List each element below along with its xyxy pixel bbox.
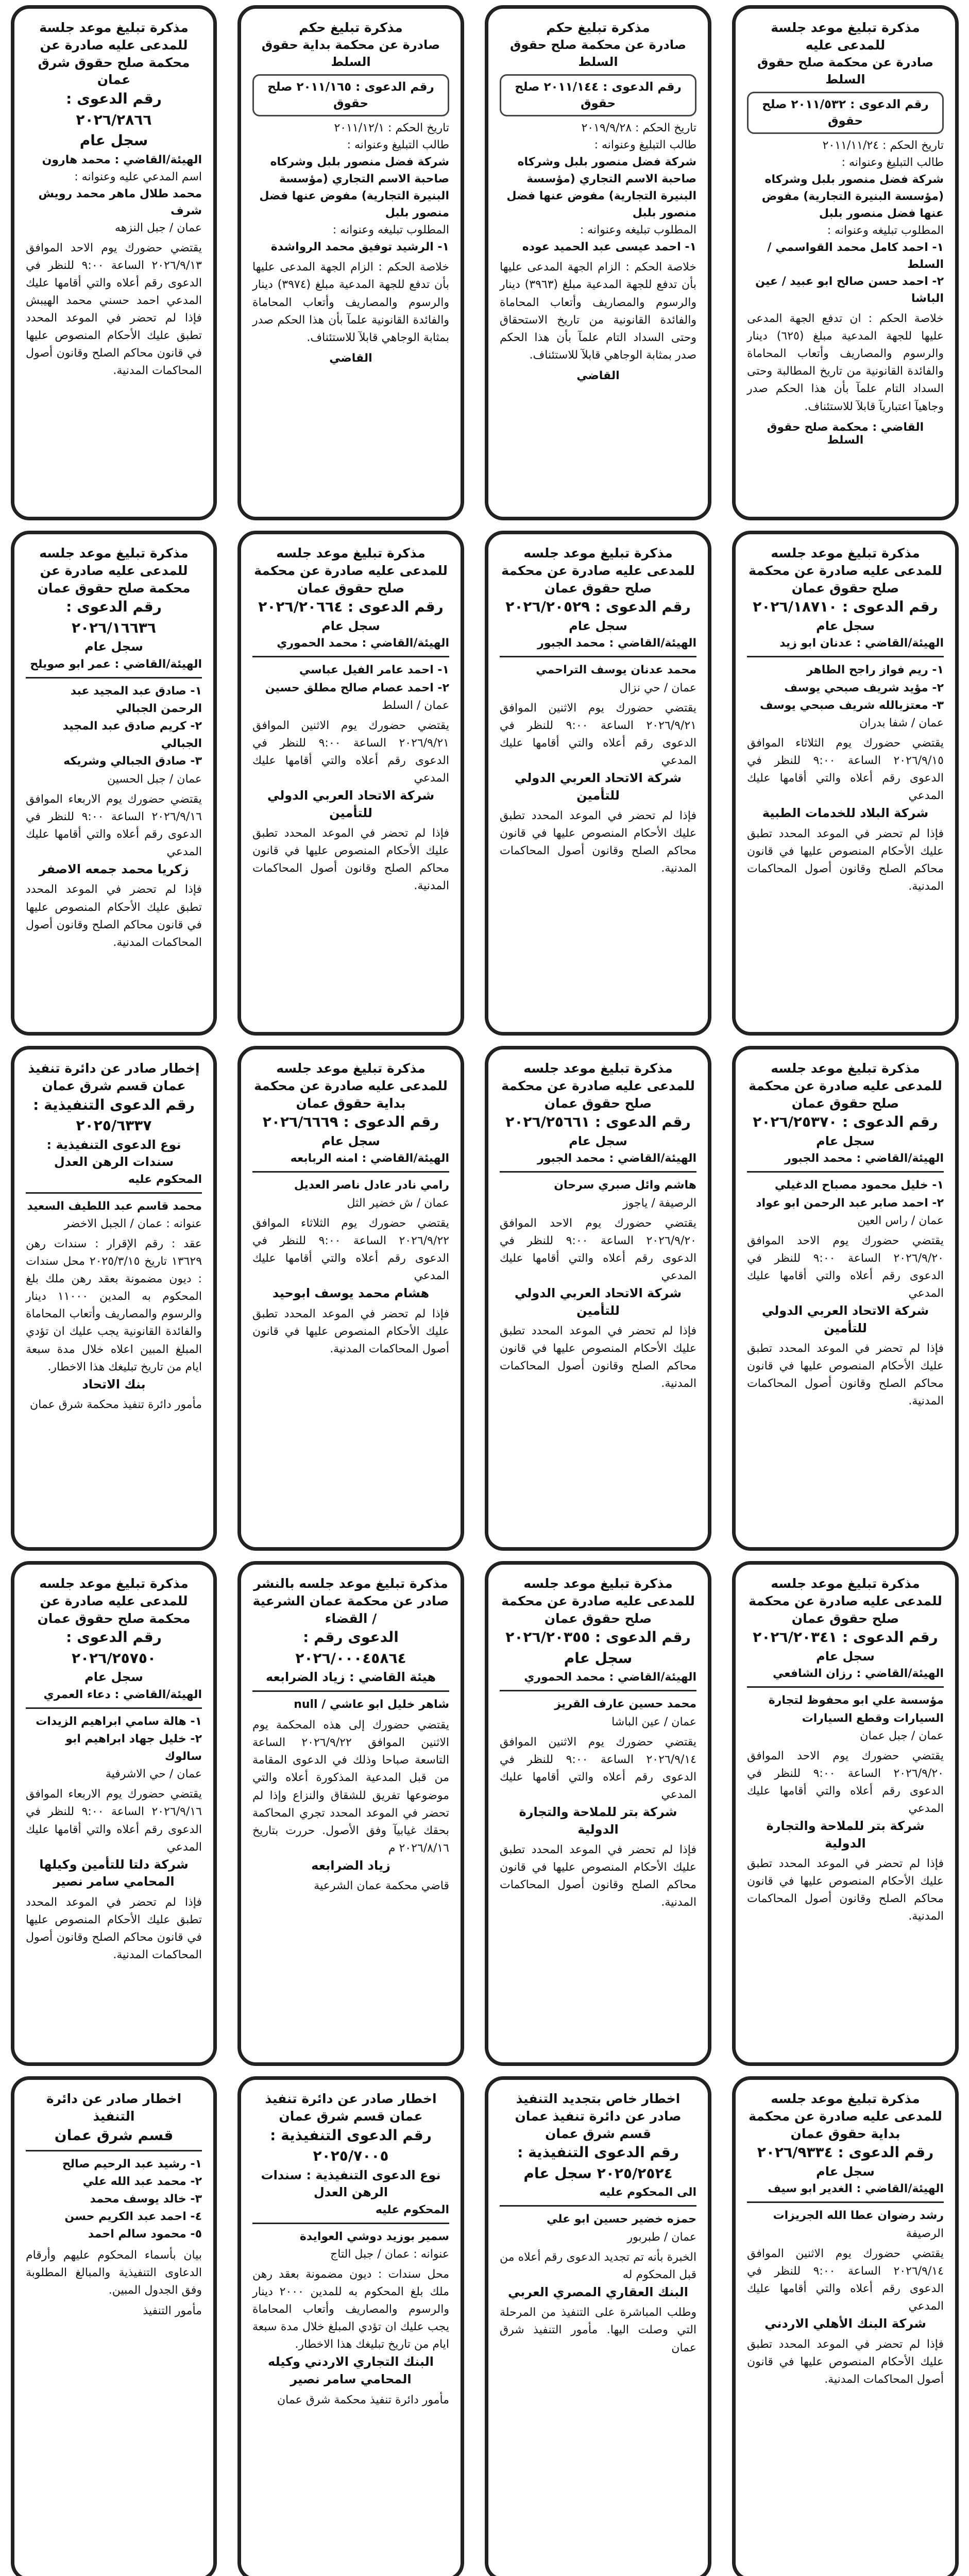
party-line: اسم المدعي عليه وعنوانه : (74, 170, 202, 183)
notice-card (485, 531, 711, 1036)
divider (747, 2201, 944, 2203)
party-line: طالب التبليغ وعنوانه : (347, 139, 449, 152)
notice-body: يقتضي حضورك يوم الاثنين الموافق ٢٠٢٦/٩/١٤ الساعة ٩:٠٠ للنظر في الدعوى رقم أعلاه والتي أقامها عليك المدعي (747, 2247, 944, 2313)
notice-plaintiff: البنك العقاري المصري العربي (507, 2284, 689, 2299)
notice-plaintiff: شركة البلاد للخدمات الطبية (762, 806, 929, 821)
notice-title: مذكرة تبليغ حكم (299, 20, 403, 35)
divider (500, 1171, 696, 1173)
notice-judge: الهيئة/القاضي : محمد الحموري (524, 1671, 696, 1684)
notice-type: سجل عام (84, 639, 143, 654)
divider (747, 656, 944, 657)
notice-type: سجل عام (816, 618, 875, 633)
notice-judge: الهيئة/القاضي : محمد الجبور (785, 1152, 944, 1165)
party-line: المطلوب تبليغه وعنوانه : (580, 224, 696, 237)
notice-title: مذكرة تبليغ موعد جلسه للمدعى عليه صادرة عن محكمة صلح حقوق عمان (501, 1061, 695, 1111)
notice-judge: المحكوم عليه (128, 1173, 202, 1186)
notice-plaintiff: شركة البنك الأهلي الاردني (764, 2316, 926, 2331)
notice-body: يقتضي حضورك يوم الثلاثاء الموافق ٢٠٢٦/٩/٢٢ الساعة ٩:٠٠ للنظر في الدعوى رقم أعلاه والتي أقامها عليك المدعي (252, 1216, 449, 1282)
notice-type: سجل عام (816, 1649, 875, 1664)
defendant-name: ١- احمد عامر الفيل عباسي (299, 664, 449, 677)
divider (26, 677, 202, 679)
notice-tail: فإذا لم تحضر في الموعد المحدد تطبق عليك الأحكام المنصوص عليها في قانون محاكم الصلح وقانون أصول المحاكمات المدنية. (252, 827, 449, 893)
notice-type: هيئة القاضي : زياد الضرابعه (265, 1670, 436, 1685)
notice-plaintiff: شركة بتر للملاحة والتجارة الدولية (766, 1819, 925, 1851)
notice-card (237, 531, 464, 1036)
notice-plaintiff: شركة بتر للملاحة والتجارة الدولية (519, 1804, 677, 1837)
notice-body: خلاصة الحكم : الزام الجهة المدعى عليها بأن تدفع للجهة المدعية مبلغ (٣٩٦٣) دينار والرسوم والمصاريف وأتعاب المحاماة والفائدة القانونية من تاريخ الاستحقاق وحتى السداد التام علمآ بأن هذا الحكم صدر بمثابة الوجاهي قابلآ للاستئناف. (500, 261, 697, 362)
defendant-name: ٢- كريم صادق عبد المجيد الجبالي (62, 720, 202, 751)
notice-c3r1 (237, 5, 464, 520)
notice-tail: فإذا لم تحضر في الموعد المحدد تطبق عليك الأحكام المنصوص عليها في قانون محاكم الصلح وقانون أصول المحاكمات المدنية. (26, 883, 202, 949)
notice-tail: مأمور التنفيذ (143, 2304, 202, 2317)
defendant-name: ٤- احمد عبد الكريم حسن (64, 2210, 202, 2224)
notice-case-no: رقم الدعوى : ٢٠٢٦/٢٠٣٥٥ سجل عام (505, 1629, 691, 1667)
defendant-name: ٣- معتزبالله شريف صبحي يوسف (759, 699, 944, 712)
notice-card (485, 2076, 711, 2576)
notice-tail: مأمور دائرة تنفيذ محكمة شرق عمان (277, 2393, 449, 2406)
notice-case-no: رقم الدعوى : ٢٠٢٦/٢٥٣٧٠ (753, 1113, 938, 1131)
notice-plaintiff: شركة الاتحاد العربي الدولي للتأمين (267, 788, 435, 820)
party-line: طالب التبليغ وعنوانه : (841, 156, 944, 170)
notice-title: مذكرة تبليغ موعد جلسه للمدعى عليه صادرة عن محكمة صلح حقوق عمان (37, 1576, 191, 1626)
notice-address: عمان / راس العين (857, 1214, 944, 1227)
notice-body: يقتضي حضورك يوم الاربعاء الموافق ٢٠٢٦/٩/١٦ الساعة ٩:٠٠ للنظر في الدعوى رقم أعلاه والتي أقامها عليك المدعي (26, 1788, 202, 1854)
notice-type: سجل عام (569, 618, 627, 633)
notice-address: عمان / عين الباشا (611, 1715, 696, 1728)
notice-title: مذكرة تبليغ موعد جلسه للمدعى عليه صادرة عن محكمة صلح حقوق عمان (254, 546, 448, 596)
notice-court: صادرة عن محكمة صلح حقوق السلط (509, 37, 687, 70)
notice-title: إخطار صادر عن دائرة تنفيذ عمان قسم شرق عمان (28, 1061, 200, 1093)
notice-tail: فإذا لم تحضر في الموعد المحدد تطبق عليك الأحكام المنصوص عليها في قانون محاكم الصلح وقانون أصول المحاكمات المدنية. (26, 1895, 202, 1962)
party-line: المطلوب تبليغه وعنوانه : (827, 224, 944, 238)
notice-plaintiff: شركة الاتحاد العربي الدولي للتأمين (761, 1303, 929, 1335)
notice-judge: الى المحكوم عليه (599, 2186, 696, 2199)
notice-address: عمان / حي الاشرفية (105, 1768, 202, 1781)
notice-signature: القاضي (329, 351, 372, 365)
notice-c2r1 (485, 5, 711, 520)
notice-judge: الهيئة/القاضي : دعاء العمري (43, 1688, 202, 1702)
divider (26, 1707, 202, 1709)
party-line: ١- الرشيد توفيق محمد الرواشدة (270, 241, 449, 254)
notice-card (485, 1561, 711, 2066)
notice-card (237, 1561, 464, 2066)
notice-judge: الهيئة/القاضي : عمر ابو صويلح (30, 658, 202, 671)
defendant-name: محمد عدنان يوسف التراحمي (536, 664, 696, 677)
notice-title: مذكرة تبليغ موعد جلسه للمدعى عليه صادرة عن محكمة بداية حقوق عمان (254, 1061, 448, 1111)
notice-signature: القاضي (576, 369, 620, 382)
notice-body: خلاصة الحكم : الزام الجهة المدعى عليها بأن تدفع للجهة المدعية مبلغ (٣٩٧٤) دينار والرسوم والمصاريف وأتعاب المحاماة والفائدة القانونية علمآ بأن هذا الحكم صدر بمثابة الوجاهي قابلآ للاستئناف. (252, 261, 450, 344)
divider (252, 2223, 449, 2224)
party-line: شركة فضل منصور بلبل وشركاه صاحبة الاسم التجاري (مؤسسة البنيرة التجارية) مفوض عنها فضل منصور بلبل (259, 156, 449, 220)
notice-tail: فإذا لم تحضر في الموعد المحدد تطبق عليك الأحكام المنصوص عليها في قانون محاكم الصلح وقانون أصول المحاكمات المدنية. (500, 1325, 696, 1391)
notice-body: يقتضي حضورك يوم الاربعاء الموافق ٢٠٢٦/٩/١٦ الساعة ٩:٠٠ للنظر في الدعوى رقم أعلاه والتي أقامها عليك المدعي (26, 792, 202, 858)
notice-plaintiff: شركة الاتحاد العربي الدولي للتأمين (514, 1285, 682, 1318)
notice-body: يقتضي حضورك يوم الاحد الموافق ٢٠٢٦/٩/٢٠ الساعة ٩:٠٠ للنظر في الدعوى رقم أعلاه والتي أقامها عليك المدعي (747, 1234, 944, 1300)
notice-case-no: رقم الدعوى : ٢٠٢٦/٢٥٦٦١ (505, 1113, 691, 1131)
notice-body: يقتضي حضورك يوم الاحد الموافق ٢٠٢٦/٩/٢٠ الساعة ٩:٠٠ للنظر في الدعوى رقم أعلاه والتي أقامها عليك المدعي (747, 1749, 944, 1815)
notice-type: سجل عام (84, 1670, 143, 1685)
defendant-name: ٣- صادق الجبالي وشريكه (63, 755, 202, 768)
notice-type: نوع الدعوى التنفيذية : سندات الرهن العدل (261, 2167, 441, 2200)
defendant-name: مؤسسة علي ابو محفوظ لتجارة السيارات وقطع السيارات (768, 1694, 944, 1725)
party-line: ٢- احمد حسن صالح ابو عبيد / عين الباشا (755, 275, 944, 306)
notice-judge: المحكوم عليه (375, 2203, 449, 2216)
notice-type: سجل عام (79, 132, 148, 149)
notice-card (237, 2076, 464, 2576)
defendant-name: ٢- احمد صابر عبد الرحمن ابو عواد (756, 1196, 944, 1210)
notice-court: صادرة عن محكمة بداية حقوق السلط (261, 37, 440, 70)
notice-case-no: رقم الدعوى التنفيذية : ٢٠٢٥/٦٣٣٧ (33, 1096, 195, 1134)
divider (252, 656, 449, 657)
defendant-name: حمزه خضير حسين ابو علي (547, 2213, 696, 2226)
notice-body: خلاصة الحكم : ان تدفع الجهة المدعى عليها للجهة المدعية مبلغ (٦٢٥) دينار والرسوم والمصاريف وأتعاب المحاماة والفائدة القانونية من تاريخ المطالبة وحتى السداد التام علمآ بأن هذا الحكم صدر وجاهيآ اعتباريآ قابلآ للاستئناف. (747, 312, 944, 413)
defendant-name: محمد حسين عارف القريز (554, 1698, 696, 1711)
defendant-name: ٢- احمد عصام صالح مطلق حسين (265, 681, 449, 694)
notice-c4r1 (11, 5, 217, 520)
notice-judge: الهيئة/القاضي : محمد الجبور (537, 1152, 696, 1165)
divider (747, 1171, 944, 1173)
notice-type: سجل عام (321, 1133, 380, 1148)
notice-date: تاريخ الحكم : ٢٠١٩/٩/٢٨ (581, 122, 696, 135)
notice-type: سجل عام (816, 2164, 875, 2179)
notice-c1r1 (732, 5, 959, 520)
notice-plaintiff: زكريا محمد جمعه الاصفر (39, 861, 189, 876)
notice-body: يقتضي حضورك يوم الاثنين الموافق ٢٠٢٦/٩/٢١ الساعة ٩:٠٠ للنظر في الدعوى رقم أعلاه والتي أقامها عليك المدعي (252, 719, 449, 785)
notice-title: مذكرة تبليغ موعد جلسه للمدعى عليه صادرة عن محكمة صلح حقوق عمان (501, 546, 695, 596)
defendant-name: ٣- خالد يوسف محمد (90, 2193, 202, 2206)
notice-judge: الهيئة/القاضي : عدنان ابو زيد (779, 637, 944, 650)
divider (26, 1192, 202, 1194)
party-line: عمان / جبل النزهه (115, 221, 202, 234)
defendant-name: شاهر خليل ابو عاشي / null (294, 1698, 449, 1711)
notice-plaintiff: شركة الاتحاد العربي الدولي للتأمين (514, 770, 682, 803)
party-line: محمد طلال ماهر محمد رويش شرف (38, 187, 202, 217)
notice-type: نوع الدعوى التنفيذية : سندات الرهن العدل (46, 1137, 181, 1170)
notice-plaintiff: هشام محمد يوسف ابوحيد (272, 1285, 430, 1300)
defendant-name: ٢- محمد عبد الله علي (82, 2175, 202, 2189)
notice-body: بيان بأسماء المحكوم عليهم وأرقام الدعاوى التنفيذية والمبالغ المطلوبة وفق الجدول المبين. (26, 2248, 202, 2297)
defendant-name: هاشم وائل صبري سرحان (554, 1179, 696, 1192)
notice-title: اخطار صادر عن دائرة تنفيذ عمان قسم شرق عمان (265, 2091, 437, 2124)
notice-body: يقتضي حضورك يوم الثلاثاء الموافق ٢٠٢٦/٩/١٥ الساعة ٩:٠٠ للنظر في الدعوى رقم أعلاه والتي أقامها عليك المدعي (747, 736, 944, 802)
notice-tail: فإذا لم تحضر في الموعد المحدد تطبق عليك الأحكام المنصوص عليها في قانون محاكم الصلح وقانون أصول المحاكمات المدنية. (747, 827, 944, 893)
notice-judge: الهيئة/القاضي : رزان الشافعي (772, 1667, 944, 1681)
notice-title: مذكرة تبليغ موعد جلسه للمدعى عليه صادرة عن محكمة صلح حقوق عمان (501, 1576, 695, 1626)
party-line: ١- احمد كامل محمد القواسمي / السلط (767, 241, 944, 272)
notice-case-no: رقم الدعوى : ٢٠٢٦/٢٠٦٦٤ (258, 598, 444, 616)
notice-plaintiff: البنك التجاري الاردني وكيله المحامي سامر نصير (268, 2354, 434, 2387)
divider (500, 656, 696, 657)
notice-card (11, 2076, 217, 2576)
notice-body: عقد : رقم الإقرار : سندات رهن ١٣٦٢٩ تاريخ ٢٠٢٥/٣/١٥ محل سندات : ديون مضمونة بعقد رهن ملك بلغ المحكوم به المدين ١١٠٠٠ دينار والرسوم والمصاريف وأتعاب المحاماة والفائدة القانونية يجب عليك ان تؤدي المبلغ المبين اعلاه خلال مدة سبعة ايام من تاريخ تبليغك هذا الاخطار. (26, 1237, 202, 1374)
notice-type: سجل عام (816, 1133, 875, 1148)
notice-card (11, 1561, 217, 2066)
notice-body: يقتضي حضورك إلى هذه المحكمة يوم الاثنين الموافق ٢٠٢٦/٩/٢٢ الساعة التاسعة صباحا وذلك في الدعوى المقامة من قبل المدعية المذكورة أعلاه والتي موضوعها تفريق للشقاق والنزاع وإذا لم تحضر في الموعد المحدد تجري المحاكمة بحقك غيابيآ وفق الأصول. حررت بتاريخ ٢٠٢٦/٨/١٦ م (252, 1719, 450, 1855)
notice-tail: فإذا لم تحضر في الموعد المحدد تطبق عليك الأحكام المنصوص عليها في قانون أصول المحاكمات المدنية. (252, 1307, 449, 1355)
notice-title: مذكرة تبليغ موعد جلسه للمدعى عليه صادرة عن محكمة صلح حقوق عمان (37, 546, 191, 596)
party-line: ١- احمد عيسى عبد الحميد عوده (522, 241, 696, 254)
notice-body: يقتضي حضورك يوم الاحد الموافق ٢٠٢٦/٩/٢٠ الساعة ٩:٠٠ للنظر في الدعوى رقم أعلاه والتي أقامها عليك المدعي (500, 1216, 696, 1282)
notice-address: عنوانه : عمان / جبل التاج (330, 2247, 449, 2261)
notice-judge: الهيئة/القاضي : محمد الجبور (537, 637, 696, 650)
defendant-name: ٢- خليل جهاد ابراهيم ابو سالوك (65, 1733, 202, 1764)
notice-title: مذكرة تبليغ موعد جلسة للمدعى عليه صادرة عن محكمة صلح حقوق شرق عمان (38, 20, 190, 88)
defendant-name: ١- خليل محمود مصباح الدغيلي (774, 1179, 944, 1192)
divider (252, 1171, 449, 1173)
defendant-name: ١- صادق عبد المجيد عبد الرحمن الجبالي (70, 685, 202, 716)
notice-case-no: رقم الدعوى : ٢٠٢٦/٢٨٦٦ (66, 90, 162, 128)
notice-title: مذكرة تبليغ حكم (546, 20, 650, 35)
notice-judge: الهيئة/القاضي : امنه الربابعه (290, 1152, 449, 1165)
notice-address: عمان / شفا بدران (859, 716, 944, 730)
notice-case-no: رقم الدعوى التنفيذية : ٢٠٢٥/٢٥٢٤ سجل عام (517, 2144, 679, 2182)
divider (500, 2205, 696, 2207)
notice-judge: الهيئة/القاضي : محمد الحموري (277, 637, 449, 650)
notice-case-no: رقم الدعوى : ٢٠١١/٥٣٢ صلح حقوق (747, 92, 944, 134)
party-line: الهيئة/القاضي : محمد هارون (42, 153, 202, 166)
notice-address: الرصيفة / ياجوز (622, 1196, 696, 1210)
notice-tail: فإذا لم تحضر في الموعد المحدد تطبق عليك الأحكام المنصوص عليها في قانون محاكم الصلح وقانون أصول المحاكمات المدنية. (500, 1843, 696, 1909)
notice-case-no: الدعوى رقم : ٢٠٢٦/٠٠٠٤٥٨٦٤ (295, 1629, 406, 1667)
defendant-name: ١- ريم فواز راجح الطاهر (806, 664, 944, 677)
notice-address: الرصيفة (906, 2227, 944, 2240)
party-line: شركة فضل منصور بلبل وشركاه (مؤسسة البنيرة التجارية) مفوض عنها فضل منصور بلبل (761, 173, 944, 221)
notice-tail: فإذا لم تحضر في الموعد المحدد تطبق عليك الأحكام المنصوص عليها في قانون محاكم الصلح وقانون أصول المحاكمات المدنية. (500, 809, 696, 875)
notice-body: يقتضي حضورك يوم الاثنين الموافق ٢٠٢٦/٩/٢١ الساعة ٩:٠٠ للنظر في الدعوى رقم أعلاه والتي أقامها عليك المدعي (500, 701, 696, 767)
notice-case-no: رقم الدعوى : ٢٠٢٦/٢٠٣٤١ (753, 1629, 938, 1646)
divider (747, 1686, 944, 1688)
notice-card (11, 531, 217, 1036)
defendant-name: رشد رضوان عطا الله الجريزات (773, 2209, 944, 2223)
notice-case-no: رقم الدعوى : ٢٠٢٦/١٨٧١٠ (753, 598, 938, 616)
notice-type: سجل عام (321, 618, 380, 633)
notice-case-no: رقم الدعوى : ٢٠١١/١٦٥ صلح حقوق (252, 74, 449, 116)
notice-case-no: رقم الدعوى : ٢٠٢٦/٢٥٧٥٠ (66, 1629, 162, 1667)
notice-tail: فإذا لم تحضر في الموعد المحدد تطبق عليك الأحكام المنصوص عليها في قانون محاكم الصلح وقانون أصول المحاكمات المدنية. (747, 1857, 944, 1923)
notice-case-no: رقم الدعوى التنفيذية : ٢٠٢٥/٧٠٠٥ (270, 2126, 432, 2165)
notice-tail: وطلب المباشرة على التنفيذ من المرحلة التي وصلت اليها. مأمور التنفيذ شرق عمان (500, 2306, 696, 2354)
notice-address: عنوانه : عمان / الجبل الاخضر (64, 1217, 202, 1230)
notice-address: عمان / جبل الحسين (107, 772, 202, 786)
notice-card (732, 1561, 959, 2066)
notice-card (237, 1046, 464, 1551)
notice-title: مذكرة تبليغ موعد جلسه للمدعى عليه صادرة عن محكمة بداية حقوق عمان (749, 2091, 942, 2141)
notice-tail: قاضي محكمة عمان الشرعية (314, 1879, 449, 1893)
notice-tail: مأمور دائرة تنفيذ محكمة شرق عمان (30, 1398, 202, 1412)
notice-address: عمان / حي نزال (619, 681, 696, 694)
defendant-name: ١- هالة سامي ابراهيم الزيدات (36, 1715, 202, 1728)
defendant-name: ١- رشيد عبد الرحيم صالح (62, 2158, 202, 2171)
party-line: شركة فضل منصور بلبل وشركاه صاحبة الاسم التجاري (مؤسسة البنيرة التجارية) مفوض عنها فضل منصور بلبل (506, 156, 696, 220)
party-line: طالب التبليغ وعنوانه : (594, 139, 696, 152)
notice-court: صادرة عن محكمة صلح حقوق السلط (757, 55, 934, 87)
notice-card (732, 1046, 959, 1551)
notice-card (485, 1046, 711, 1551)
notice-plaintiff: شركة دلتا للتأمين وكيلها المحامي سامر نصير (39, 1857, 189, 1889)
notice-case-no: قسم شرق عمان (54, 2126, 174, 2144)
notice-case-no: رقم الدعوى : ٢٠٢٦/٦٦٦٩ (262, 1113, 439, 1131)
divider (26, 2150, 202, 2151)
notice-date: تاريخ الحكم : ٢٠١١/١٢/١ (334, 122, 449, 135)
notice-card (11, 1046, 217, 1551)
notice-body: محل سندات : ديون مضمونة بعقد رهن ملك بلغ المحكوم به للمدين ٢٠٠٠ دينار والرسوم والمصاريف وأتعاب المحاماة يجب عليك ان تؤدي المبلغ خلال مدة سبعة ايام من تاريخ تبليغك هذا الاخطار. (252, 2267, 449, 2351)
notice-title: مذكرة تبليغ موعد جلسه للمدعى عليه صادرة عن محكمة صلح حقوق عمان (749, 1576, 942, 1626)
notice-address: عمان / السلط (382, 699, 449, 712)
notice-address: عمان / جبل عمان (860, 1729, 944, 1742)
notice-title: مذكرة تبليغ موعد جلسه بالنشر صادر عن محكمة عمان الشرعية / القضاء (252, 1576, 449, 1626)
notice-title: اخطار صادر عن دائرة التنفيذ (46, 2091, 182, 2124)
notice-signature: القاضي : محكمة صلح حقوق السلط (767, 420, 924, 447)
defendant-name: محمد قاسم عبد اللطيف السعيد (27, 1199, 202, 1213)
notice-title: مذكرة تبليغ موعد جلسه للمدعى عليه صادرة عن محكمة صلح حقوق عمان (749, 1061, 942, 1111)
notice-address: عمان / ش خضير الثل (347, 1196, 449, 1210)
notice-judge: الهيئة/القاضي : الغدير ابو سيف (768, 2182, 944, 2196)
defendant-name: سمير بوزيد دوشي العوايدة (299, 2230, 449, 2243)
notice-title: مذكرة تبليغ موعد جلسه للمدعى عليه صادرة عن محكمة صلح حقوق عمان (749, 546, 942, 596)
notice-body: يقتضي حضورك يوم الاحد الموافق ٢٠٢٦/٩/١٣ الساعة ٩:٠٠ للنظر في الدعوى رقم أعلاه والتي أقامها عليك المدعي احمد حسني محمد الهيبش فإذا لم تحضر في الموعد المحدد تطبق عليك الأحكام المنصوص عليها في قانون محاكم الصلح وقانون أصول المحاكمات المدنية. (26, 241, 202, 378)
notice-case-no: رقم الدعوى : ٢٠٢٦/٢٠٥٢٩ (505, 598, 691, 616)
notice-card (732, 2076, 959, 2576)
notice-body: الخبرة بأنه تم تجديد الدعوى رقم أعلاه من قبل المحكوم له (500, 2250, 696, 2281)
notice-type: سجل عام (569, 1133, 627, 1148)
notice-case-no: رقم الدعوى : ٢٠١١/١٤٤ صلح حقوق (500, 74, 696, 116)
notice-case-no: رقم الدعوى : ٢٠٢٦/١٦٦٣٦ (66, 598, 162, 636)
defendant-name: ٥- محمود سالم احمد (88, 2228, 202, 2241)
defendant-name: رامي نادر عادل ناصر العديل (294, 1179, 449, 1192)
notice-title: اخطار خاص بتجديد التنفيذ صادر عن دائرة تنفيذ عمان قسم شرق عمان (515, 2091, 682, 2141)
notice-plaintiff: بنك الاتحاد (82, 1377, 146, 1392)
divider (252, 1690, 449, 1692)
notice-body: يقتضي حضورك يوم الاثنين الموافق ٢٠٢٦/٩/١٤ الساعة ٩:٠٠ للنظر في الدعوى رقم أعلاه والتي أقامها عليك المدعي (500, 1735, 696, 1801)
notice-card (732, 531, 959, 1036)
divider (500, 1690, 696, 1691)
notice-tail: فإذا لم تحضر في الموعد المحدد تطبق عليك الأحكام المنصوص عليها في قانون محاكم الصلح وقانون أصول المحاكمات المدنية. (747, 1342, 944, 1408)
notice-plaintiff: زياد الضرابعه (311, 1858, 390, 1873)
notice-address: عمان / طبربور (627, 2230, 696, 2244)
notice-tail: فإذا لم تحضر في الموعد المحدد تطبق عليك الأحكام المنصوص عليها في قانون أصول المحاكمات المدنية. (747, 2337, 944, 2386)
notice-date: تاريخ الحكم : ٢٠١١/١١/٢٤ (822, 139, 944, 152)
defendant-name: ٢- مؤيد شريف صبحي يوسف (784, 681, 944, 694)
notice-title: مذكرة تبليغ موعد جلسة للمدعى عليه (771, 20, 920, 53)
party-line: المطلوب تبليغه وعنوانه : (332, 224, 449, 237)
notice-case-no: رقم الدعوى : ٢٠٢٦/٩٣٣٤ (757, 2144, 934, 2161)
